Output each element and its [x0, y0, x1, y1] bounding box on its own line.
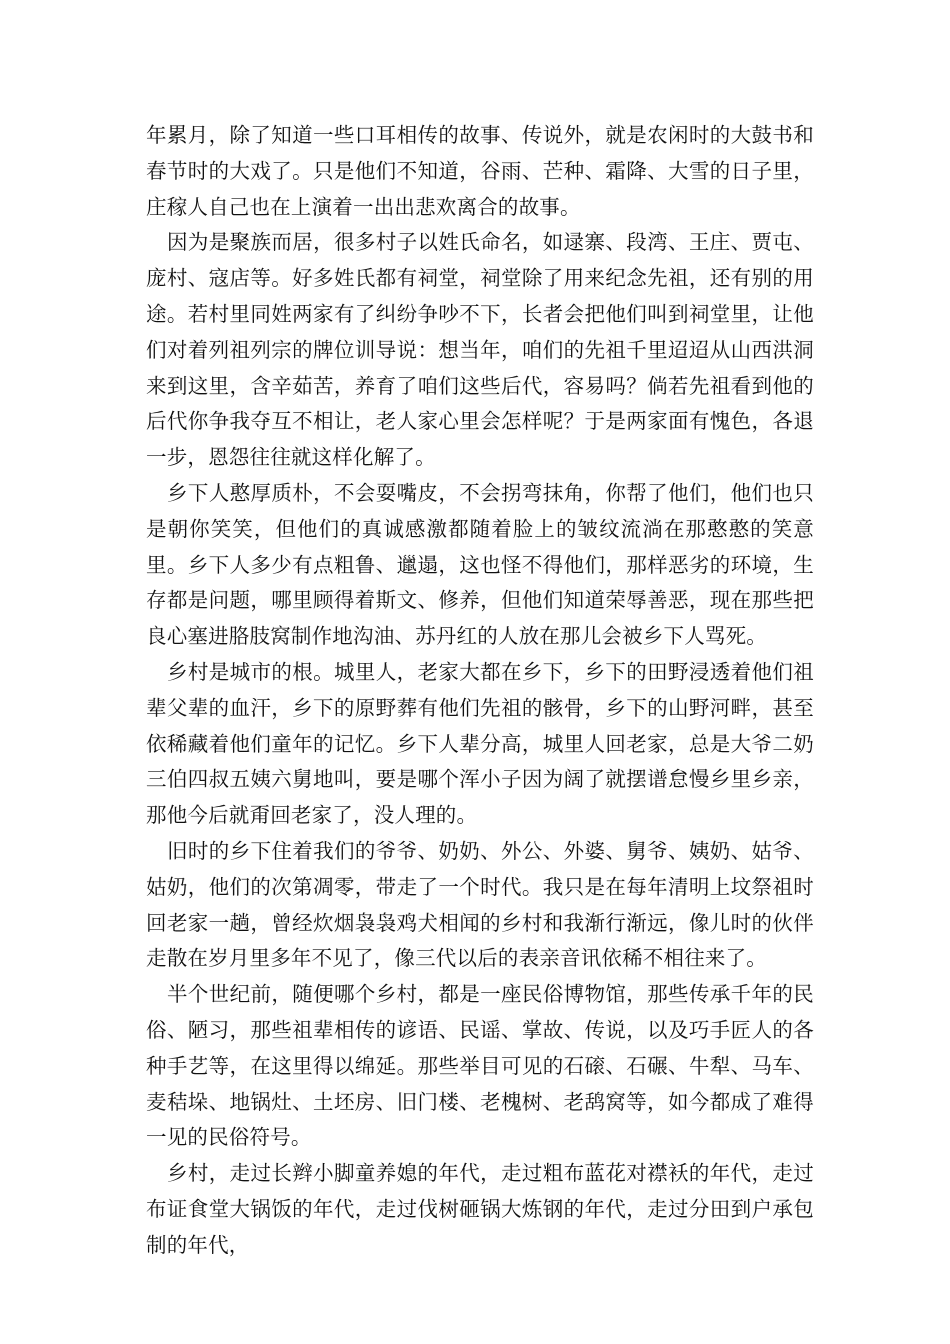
- paragraph-1: 年累月，除了知道一些口耳相传的故事、传说外，就是农闲时的大鼓书和春节时的大戏了。只是他们不知道，谷雨、芒种、霜降、大雪的日子里，庄稼人自己也在上演着一出出悲欢离合的故事。: [146, 123, 814, 219]
- document-page: [146, 118, 814, 1264]
- paragraph-5: 旧时的乡下住着我们的爷爷、奶奶、外公、外婆、舅爷、姨奶、姑爷、姑奶，他们的次第凋零，带走了一个时代。我只是在每年清明上坟祭祖时回老家一趟，曾经炊烟袅袅鸡犬相闻的乡村和我渐行渐远，像儿时的伙伴走散在岁月里多年不见了，像三代以后的表亲音讯依稀不相往来了。: [146, 838, 814, 971]
- paragraph-2: 因为是聚族而居，很多村子以姓氏命名，如逯寨、段湾、王庄、贾屯、庞村、寇店等。好多姓氏都有祠堂，祠堂除了用来纪念先祖，还有别的用途。若村里同姓两家有了纠纷争吵不下，长者会把他们叫到祠堂里，让他们对着列祖列宗的牌位训导说：想当年，咱们的先祖千里迢迢从山西洪洞来到这里，含辛茹苦，养育了咱们这些后代，容易吗？倘若先祖看到他的后代你争我夺互不相让，老人家心里会怎样呢？于是两家面有愧色，各退一步，恩怨往往就这样化解了。: [146, 230, 814, 470]
- paragraph-7: 乡村，走过长辫小脚童养媳的年代，走过粗布蓝花对襟袄的年代，走过布证食堂大锅饭的年代，走过伐树砸锅大炼钢的年代，走过分田到户承包制的年代，: [146, 1161, 814, 1257]
- paragraph-4: 乡村是城市的根。城里人，老家大都在乡下，乡下的田野浸透着他们祖辈父辈的血汗，乡下的原野葬有他们先祖的骸骨，乡下的山野河畔，甚至依稀藏着他们童年的记忆。乡下人辈分高，城里人回老家，总是大爷二奶三伯四叔五姨六舅地叫，要是哪个浑小子因为阔了就摆谱怠慢乡里乡亲，那他今后就甭回老家了，没人理的。: [146, 659, 814, 828]
- paragraph-6: 半个世纪前，随便哪个乡村，都是一座民俗博物馆，那些传承千年的民俗、陋习，那些祖辈相传的谚语、民谣、掌故、传说，以及巧手匠人的各种手艺等，在这里得以绵延。那些举目可见的石磙、石碾、牛犁、马车、麦秸垛、地锅灶、土坯房、旧门楼、老槐树、老鸹窝等，如今都成了难得一见的民俗符号。: [146, 982, 814, 1150]
- paragraph-3: 乡下人憨厚质朴，不会耍嘴皮，不会拐弯抹角，你帮了他们，他们也只是朝你笑笑，但他们的真诚感激都随着脸上的皱纹流淌在那憨憨的笑意里。乡下人多少有点粗鲁、邋遢，这也怪不得他们，那样恶劣的环境，生存都是问题，哪里顾得着斯文、修养，但他们知道荣辱善恶，现在那些把良心塞进胳肢窝制作地沟油、苏丹红的人放在那儿会被乡下人骂死。: [146, 480, 814, 649]
